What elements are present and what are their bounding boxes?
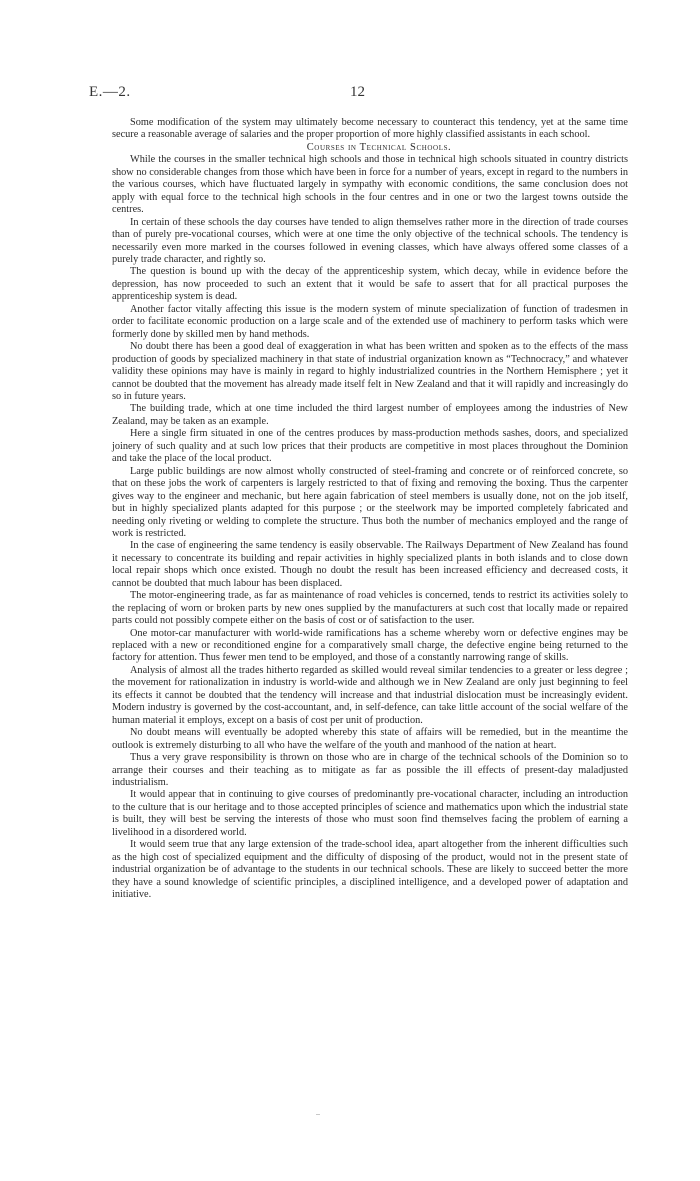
paragraph: The motor-engineering trade, as far as maintenance of road vehicles is concerned, tends to restrict its activities solely to the replacing of worn or broken parts by new ones supplied by the manufacturers at such cost that locally made or repaired parts could not possibly compete either on the basis of cost or of satisfaction to the user. [112, 590, 628, 627]
paragraph: In the case of engineering the same tendency is easily observable. The Railways Department of New Zealand has found it necessary to concentrate its building and repair activities in highly specialized plants in both islands and to close down local repair shops which once existed. Though no doubt the result has been increased efficiency and decreased costs, it cannot be doubted that much labour has been displaced. [112, 540, 628, 589]
paragraph: No doubt means will eventually be adopted whereby this state of affairs will be remedied, but in the meantime the outlook is extremely disturbing to all who have the welfare of the youth and manhood of the nation at heart. [112, 727, 628, 751]
paragraph: One motor-car manufacturer with world-wide ramifications has a scheme whereby worn or defective engines may be replaced with a new or reconditioned engine for a comparatively small charge, the defective engine being returned to the factory for attention. Thus fewer men tend to be employed, and those of a constantly narrowing range of skills. [112, 627, 628, 664]
paragraph: Another factor vitally affecting this issue is the modern system of minute specialization of function of tradesmen in order to facilitate economic production on a large scale and of the extended use of machinery to perform tasks which were formerly done by skilled men by hand methods. [112, 303, 628, 340]
paragraph: While the courses in the smaller technical high schools and those in technical high schools situated in country districts show no considerable changes from those which have been in force for a number of years, except in regard to the numbers in the various courses, which have fluctuated largely in sympathy with economic conditions, the same conclusion does not apply with equal force to the technical high schools in the four centres and in one or two the largest towns outside the centres. [112, 154, 628, 216]
page-number: 12 [350, 84, 365, 100]
paragraph: Here a single firm situated in one of the centres produces by mass-production methods sashes, doors, and specialized joinery of such quality and at such low prices that their products are competitive in most places throughout the Dominion and take the place of the local product. [112, 428, 628, 465]
paragraph: The question is bound up with the decay of the apprenticeship system, which decay, while in evidence before the depression, has now proceeded to such an extent that it would be safe to assert that for all practical purposes the apprenticeship system is dead. [112, 266, 628, 303]
paragraph: Thus a very grave responsibility is thrown on those who are in charge of the technical schools of the Dominion so to arrange their courses and their teaching as to mitigate as far as possible the ill effects of present-day maladjusted industrialism. [112, 752, 628, 789]
paragraph: It would appear that in continuing to give courses of predominantly pre-vocational character, including an introduction to the culture that is our heritage and to those accepted principles of science and mathematics upon which the industrial state is built, they will best be serving the interests of those who must soon find themselves facing the problem of earning a livelihood in a disordered world. [112, 789, 628, 838]
body-text [112, 117, 628, 902]
paragraph: In certain of these schools the day courses have tended to align themselves rather more in the direction of trade courses than of purely pre-vocational courses, which were at one time the only objective of the technical schools. The tendency is necessarily even more marked in the courses followed in evening classes, which have always offered some classes of a purely trade character, and rightly so. [112, 216, 628, 265]
paragraph: No doubt there has been a good deal of exaggeration in what has been written and spoken as to the effects of the mass production of goods by specialized machinery in that state of industrial organization known as “Technocracy,” and whatever validity these opinions may have is mainly in regard to highly industrialized countries in the Northern Hemisphere ; yet it cannot be doubted that the movement has already made itself felt in New Zealand and that it will rapidly and increasingly do so in future years. [112, 341, 628, 402]
paragraph: Analysis of almost all the trades hitherto regarded as skilled would reveal similar tendencies to a greater or less degree ; the movement for rationalization in industry is world-wide and although we in New Zealand are only just beginning to feel its effects it cannot be doubted that the tendency will increase and that industrial dislocation must be increasingly evident. Modern industry is governed by the cost-accountant, and, in self-defence, can take little account of the social welfare of the human material it employs, except on a basis of cost per unit of production. [112, 664, 628, 726]
paragraph: It would seem true that any large extension of the trade-school idea, apart altogether from the inherent difficulties such as the high cost of specialized equipment and the difficulty of disposing of the product, would not in the present state of industrial organization be of advantage to the students in our technical schools. These are likely to succeed better the more they have a sound knowledge of scientific principles, a disciplined intelligence, and a developed power of adaptation and initiative. [112, 839, 628, 901]
page-reference: E.—2. [89, 84, 131, 100]
section-heading: Courses in Technical Schools. [306, 141, 452, 153]
scan-mark [316, 1114, 320, 1115]
intro-paragraph: Some modification of the system may ultimately become necessary to counteract this tendency, yet at the same time secure a reasonable average of salaries and the proper proportion of more highly classified assistants in each school. [112, 117, 628, 141]
paragraph: The building trade, which at one time included the third largest number of employees among the industries of New Zealand, may be taken as an example. [112, 403, 628, 427]
paragraph: Large public buildings are now almost wholly constructed of steel-framing and concrete or of reinforced concrete, so that on these jobs the work of carpenters is largely restricted to that of fixing and removing the boxing. Thus the carpenter gives way to the engineer and mechanic, but here again fabrication of steel members is usually done, not on the job itself, but in highly specialized plants adapted for this purpose ; or the steelwork may be imported completely fabricated and needing only riveting or welding to complete the structure. Thus both the number of mechanics employed and the range of work is restricted. [112, 465, 628, 539]
